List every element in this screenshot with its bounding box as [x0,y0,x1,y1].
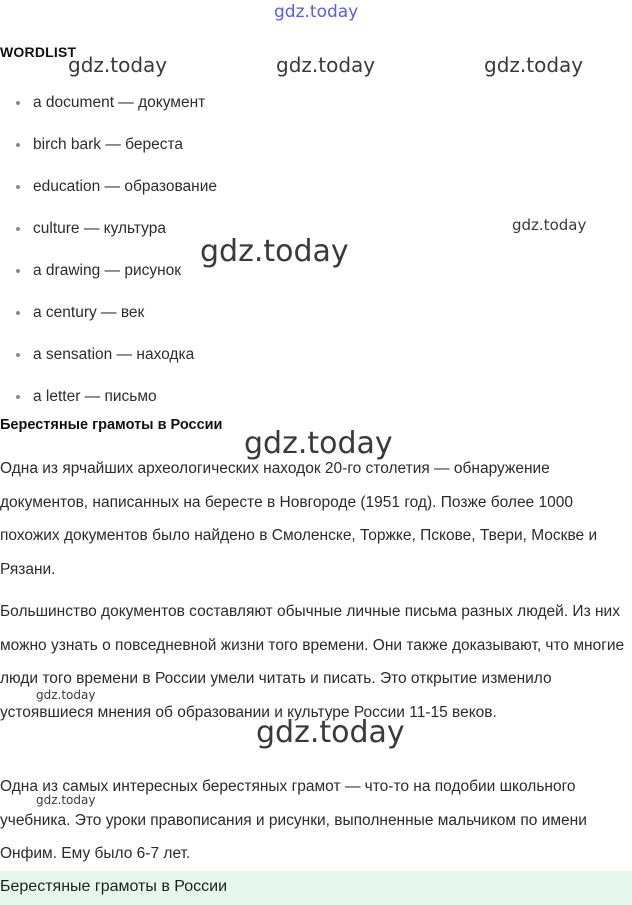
wordlist-item: a document — документ [0,82,360,124]
wordlist-item: a drawing — рисунок [0,250,360,292]
article-paragraph: Большинство документов составляют обычные личные письма разных людей. Из них можно узнать о повседневной жизни того времени. Они также доказывают, что многие люди того времени в России умели читать и писать. Это открытие изменило устоявшиеся мнения об образовании и культуре России 11-15 веков. [0,603,625,721]
wordlist-item: a century — век [0,292,360,334]
section-bar-label: Берестяные грамоты в России [0,878,228,895]
watermark: gdz.today [36,793,96,807]
article-paragraph: Одна из ярчайших археологических находок 20-го столетия — обнаружение документов, написанных на бересте в Новгороде (1951 год). Позже более 1000 похожих документов было найдено в Смоленске, Торжке, Пскове, Твери, Москве и Рязани. [0,460,598,578]
wordlist-item: culture — культура [0,208,360,250]
watermark: gdz.today [244,426,393,461]
watermark-top: gdz.today [274,2,359,22]
watermark: gdz.today [484,53,584,77]
article-paragraph: Одна из самых интересных берестяных грамот — что-то на подобии школьного учебника. Это уроки правописания и рисунки, выполненные мальчиком по имени Онфим. Ему было 6-7 лет. [0,778,587,862]
watermark: gdz.today [512,216,587,234]
article-title: Берестяные грамоты в России [0,417,223,433]
section-bar[interactable] [0,871,632,905]
watermark: gdz.today [36,688,96,702]
wordlist-item: a sensation — находка [0,334,360,376]
wordlist-item: a letter — письмо [0,376,360,418]
watermark: gdz.today [200,234,349,269]
wordlist-heading: WORDLIST [0,44,77,60]
watermark: gdz.today [68,53,168,77]
watermark: gdz.today [276,53,376,77]
watermark: gdz.today [256,715,405,750]
wordlist-item: birch bark — береста [0,124,360,166]
wordlist-item: education — образование [0,166,360,208]
